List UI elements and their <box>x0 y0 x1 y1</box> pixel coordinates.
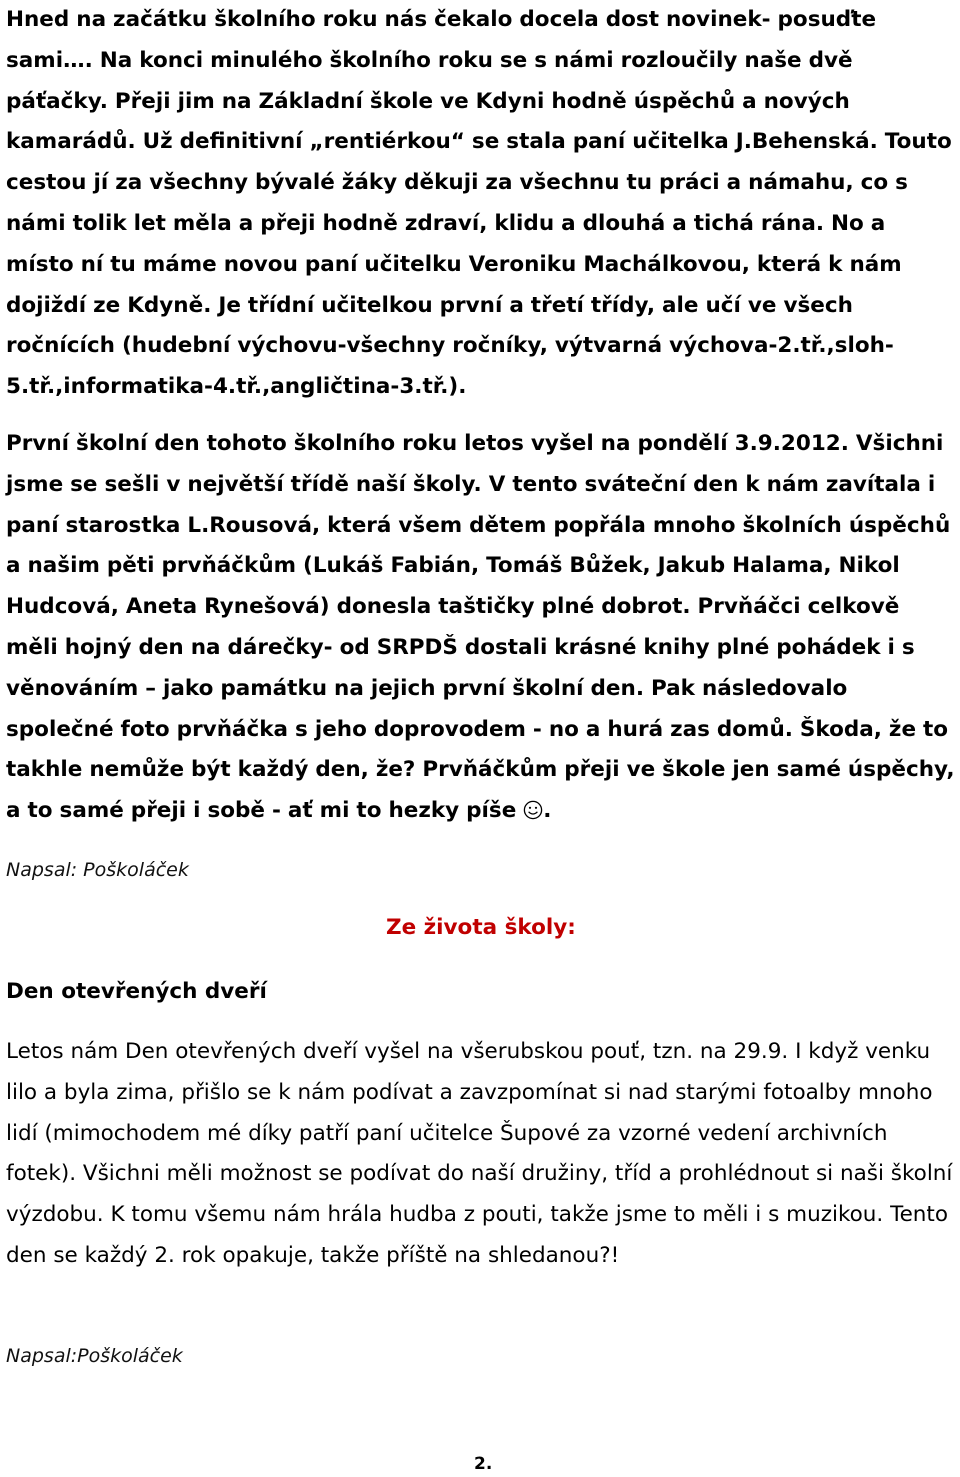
paragraph-first-school-day <box>6 424 956 832</box>
paragraph-first-school-day-text: První školní den tohoto školního roku letos vyšel na pondělí 3.9.2012. Všichni jsme se sešli v největší třídě naší školy. V tento sváteční den k nám zavítala i paní starostka L.Rousová, která všem dětem popřála mnoho školních úspěchů a našim pěti prvňáčkům (Lukáš Fabián, Tomáš Bůžek, Jakub Halama, Nikol Hudcová, Aneta Rynešová) donesla taštičky plné dobrot. Prvňáčci celkově měli hojný den na dárečky- od SRPDŠ dostali krásné knihy plné pohádek i s věnováním – jako památku na jejich první školní den. Pak následovalo společné foto prvňáčka s jeho doprovodem - no a hurá zas domů. Škoda, že to takhle nemůže být každý den, že? Prvňáčkům přeji ve škole jen samé úspěchy, a to samé přeji i sobě - ať mi to hezky píše <box>6 431 955 824</box>
smiley-face-icon <box>523 800 543 820</box>
article-title: Den otevřených dveří <box>6 979 267 1004</box>
section-heading: Ze života školy: <box>386 915 576 940</box>
author-signature: Napsal: Poškoláček <box>6 859 189 881</box>
author-signature-2: Napsal:Poškoláček <box>6 1345 183 1367</box>
paragraph-open-day: Letos nám Den otevřených dveří vyšel na všerubskou pouť, tzn. na 29.9. I když venku lilo a byla zima, přišlo se k nám podívat a zavzpomínat si nad starými fotoalby mnoho lidí (mimochodem mé díky patří paní učitelce Šupové za vzorné vedení archivních fotek). Všichni měli možnost se podívat do naší družiny, tříd a prohlédnout si naši školní výzdobu. K tomu všemu nám hrála hudba z pouti, takže jsme to měli i s muzikou. Tento den se každý 2. rok opakuje, takže příště na shledanou?! <box>6 1039 953 1268</box>
paragraph-school-news: Hned na začátku školního roku nás čekalo docela dost novinek- posuďte sami…. Na konci minulého školního roku se s námi rozloučily naše dvě páťačky. Přeji jim na Základní škole ve Kdyni hodně úspěchů a nových kamarádů. Už definitivní „rentiérkou“ se stala paní učitelka J.Behenská. Touto cestou jí za všechny bývalé žáky děkuji za všechnu tu práci a námahu, co s námi tolik let měla a přeji hodně zdraví, klidu a dlouhá a tichá rána. No a místo ní tu máme novou paní učitelku Veroniku Machálkovou, která k nám dojiždí ze Kdyně. Je třídní učitelkou první a třetí třídy, ale učí ve všech ročnících (hudební výchovu-všechny ročníky, výtvarná výchova-2.tř.,sloh- 5.tř.,informatika-4.tř.,angličtina-3.tř.). <box>6 7 952 400</box>
paragraph-first-school-day-end: . <box>543 798 552 824</box>
page-number: 2. <box>474 1454 493 1474</box>
